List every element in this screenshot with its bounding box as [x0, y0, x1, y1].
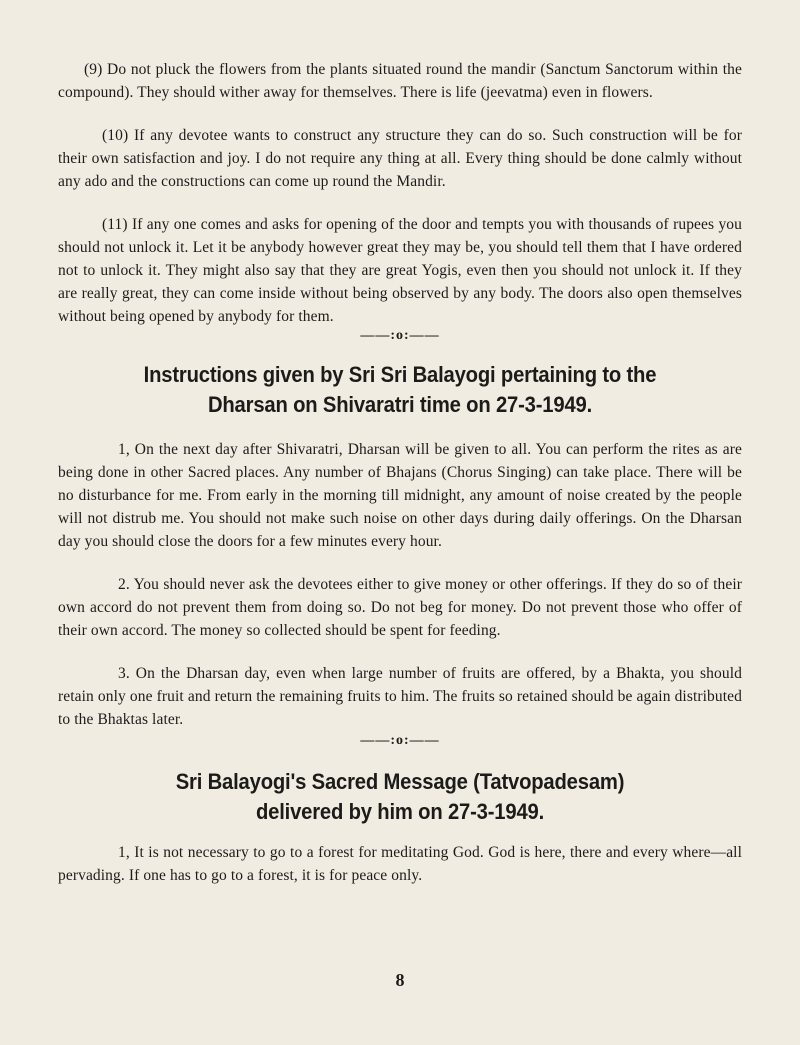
section-separator-2: ——:o:——	[360, 733, 440, 748]
point-10: (10) If any devotee wants to construct any structure they can do so. Such construction will be for their own satisfaction and joy. I do not require any thing at all. Every thing should be done calmly without any ado and the constructions can come up round the Mandir.	[58, 127, 742, 190]
message-heading-line1: Sri Balayogi's Sacred Message (Tatvopadesam)	[175, 769, 625, 794]
document-page	[58, 58, 742, 887]
instructions-heading-line1: Instructions given by Sri Sri Balayogi pertaining to the	[143, 362, 657, 387]
instruction-item-2: 2. You should never ask the devotees either to give money or other offerings. If they do so of their own accord do not prevent them from doing so. Do not beg for money. Do not prevent those who offer of their own accord. The money so collected should be spent for feeding.	[58, 576, 742, 639]
point-11: (11) If any one comes and asks for opening of the door and tempts you with thousands of rupees you should not unlock it. Let it be anybody however great they may be, you should tell them that I have ordered not to unlock it. They might also say that they are great Yogis, even then you should not unlock it. If they are really great, they can come inside without being observed by any body. The doors also open themselves without being opened by anybody for them.	[58, 216, 742, 325]
instruction-item-1: 1, On the next day after Shivaratri, Dharsan will be given to all. You can perform the rites as are being done in other Sacred places. Any number of Bhajans (Chorus Singing) can take place. There will be no disturbance for me. From early in the morning till midnight, any amount of noise created by the people will not distrub me. You should not make such noise on other days during daily offerings. On the Dharsan day you should close the doors for a few minutes every hour.	[58, 441, 742, 550]
instruction-item-3: 3. On the Dharsan day, even when large number of fruits are offered, by a Bhakta, you should retain only one fruit and return the remaining fruits to him. The fruits so retained should be again distributed to the Bhaktas later.	[58, 665, 742, 728]
message-heading-line2: delivered by him on 27-3-1949.	[255, 799, 545, 824]
section-separator: ——:o:——	[360, 328, 440, 343]
instructions-heading-line2: Dharsan on Shivaratri time on 27-3-1949.	[207, 392, 593, 417]
point-9: (9) Do not pluck the flowers from the plants situated round the mandir (Sanctum Sanctorum within the compound). They should wither away for themselves. There is life (jeevatma) even in flowers.	[58, 61, 742, 101]
message-item-1: 1, It is not necessary to go to a forest for meditating God. God is here, there and every where—all pervading. If one has to go to a forest, it is for peace only.	[58, 844, 742, 884]
page-number: 8	[395, 970, 405, 990]
